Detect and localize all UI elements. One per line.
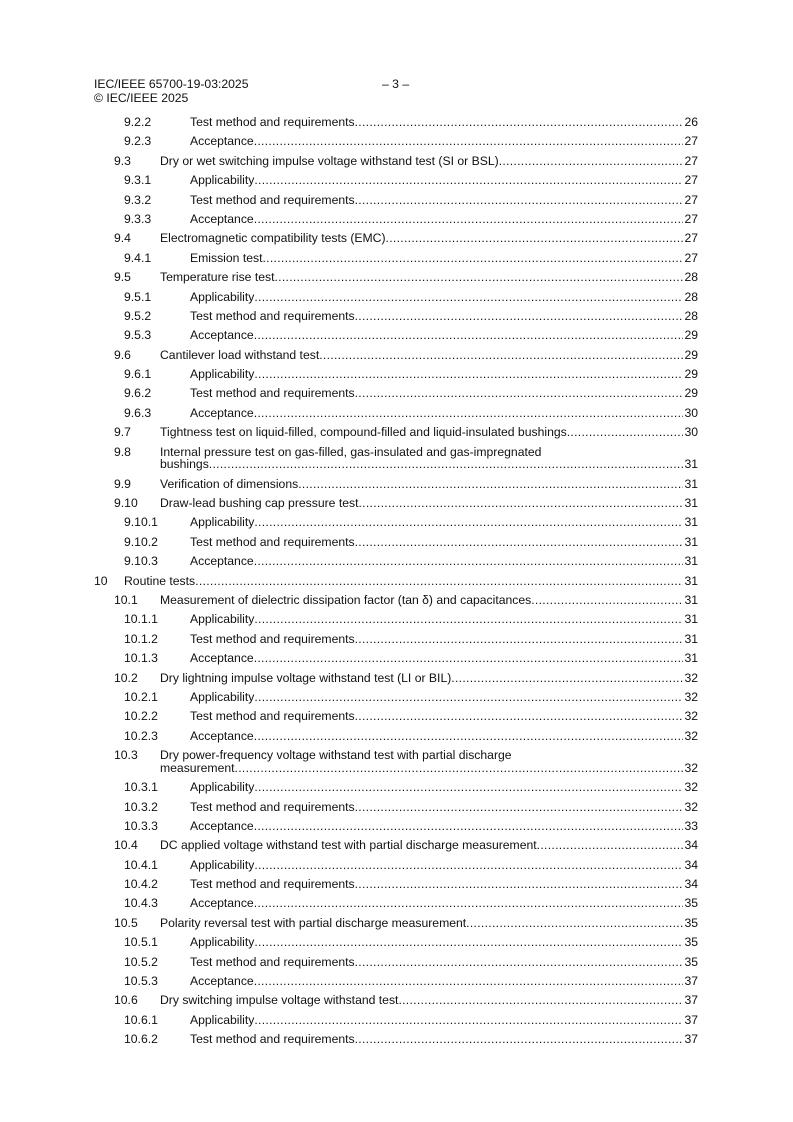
dot-leader [359, 494, 684, 513]
toc-entry[interactable] [94, 610, 698, 629]
toc-entry[interactable] [94, 268, 698, 287]
toc-entry-page: 35 [684, 896, 698, 911]
toc-entry-number: 10.5.3 [124, 974, 158, 989]
toc-entry[interactable] [94, 152, 698, 171]
toc-entry[interactable] [94, 875, 698, 894]
toc-entry-page: 29 [684, 347, 698, 362]
toc-entry-title: Test method and requirements [190, 192, 355, 207]
dot-leader [537, 836, 684, 855]
toc-entry-page: 31 [684, 631, 698, 646]
toc-entry-title: Dry lightning impulse voltage withstand test (LI or BIL) [160, 670, 452, 685]
toc-entry-title: Test method and requirements [190, 308, 355, 323]
toc-entry[interactable] [94, 307, 698, 326]
toc-entry-title: Dry or wet switching impulse voltage withstand test (SI or BSL) [160, 153, 499, 168]
toc-entry-page: 31 [684, 554, 698, 569]
dot-leader [355, 1030, 684, 1049]
toc-entry-title: Measurement of dielectric dissipation factor (tan δ) and capacitances [160, 592, 532, 607]
toc-entry-page: 33 [684, 818, 698, 833]
toc-entry-title: Acceptance [190, 211, 254, 226]
toc-entry[interactable] [94, 113, 698, 132]
toc-entry-page: 35 [684, 915, 698, 930]
toc-entry-title: Applicability [190, 515, 255, 530]
toc-entry-number: 10.5 [114, 915, 138, 930]
toc-entry-page: 31 [684, 457, 698, 472]
dot-leader [254, 513, 683, 532]
toc-entry-title: Dry power-frequency voltage withstand test with partial discharge [160, 748, 512, 763]
dot-leader [254, 649, 684, 668]
toc-entry[interactable] [94, 365, 698, 384]
toc-entry-title: Dry switching impulse voltage withstand test [160, 993, 399, 1008]
toc-entry-page: 30 [684, 425, 698, 440]
dot-leader [398, 991, 683, 1010]
toc-entry-number: 9.5.2 [124, 308, 152, 323]
toc-entry-title: Test method and requirements [190, 631, 355, 646]
toc-entry-number: 10.4.2 [124, 877, 158, 892]
toc-entry-page: 37 [684, 1032, 698, 1047]
toc-entry-page: 29 [684, 386, 698, 401]
toc-entry-title: Acceptance [190, 974, 254, 989]
toc-entry[interactable] [94, 778, 698, 797]
toc-entry-title: Emission test [190, 250, 263, 265]
dot-leader [355, 953, 684, 972]
toc-entry-title: Applicability [190, 289, 255, 304]
toc-entry-number: 9.4.1 [124, 250, 152, 265]
dot-leader [451, 669, 683, 688]
dot-leader [254, 856, 683, 875]
toc-entry[interactable] [94, 707, 698, 726]
toc-entry-page: 34 [684, 838, 698, 853]
toc-entry-number: 9.5 [114, 270, 131, 285]
toc-entry-title: Internal pressure test on gas-filled, gas-insulated and gas-impregnated [160, 444, 542, 459]
toc-entry-page: 31 [684, 592, 698, 607]
toc-entry-page: 32 [684, 780, 698, 795]
toc-entry[interactable] [94, 727, 698, 746]
toc-entry-number: 9.3.2 [124, 192, 152, 207]
toc-entry-title: Acceptance [190, 554, 254, 569]
toc-entry[interactable] [94, 669, 698, 688]
toc-entry-number: 10.1.2 [124, 631, 158, 646]
toc-entry[interactable] [94, 1030, 698, 1049]
toc-entry-title: Acceptance [190, 896, 254, 911]
toc-entry-title: Verification of dimensions [160, 476, 299, 491]
toc-entry[interactable] [94, 443, 698, 475]
toc-entry-number: 10.4.1 [124, 857, 158, 872]
dot-leader [254, 817, 684, 836]
toc-entry-page: 32 [684, 728, 698, 743]
toc-entry-title: Acceptance [190, 728, 254, 743]
toc-entry-number: 9.6 [114, 347, 131, 362]
toc-entry-title: Test method and requirements [190, 709, 355, 724]
toc-entry-page: 27 [684, 192, 698, 207]
toc-entry-page: 31 [684, 573, 698, 588]
toc-entry-title: Draw-lead bushing cap pressure test [160, 496, 359, 511]
toc-entry-title: Tightness test on liquid-filled, compound-filled and liquid-insulated bushings [160, 425, 567, 440]
toc-entry-number: 10.1.1 [124, 612, 158, 627]
toc-entry-title: Acceptance [190, 134, 254, 149]
toc-entry-number: 9.2.3 [124, 134, 152, 149]
toc-entry-page: 29 [684, 328, 698, 343]
toc-entry[interactable] [94, 991, 698, 1010]
toc-entry-number: 9.4 [114, 231, 131, 246]
dot-leader [567, 423, 684, 442]
toc-entry-page: 32 [684, 689, 698, 704]
toc-entry-number: 10.6 [114, 993, 138, 1008]
page-header [94, 77, 409, 105]
toc-entry-title: Acceptance [190, 405, 254, 420]
toc-entry-title: Applicability [190, 780, 255, 795]
toc-entry-title-continuation: bushings [160, 457, 209, 472]
toc-entry-page: 26 [684, 115, 698, 129]
toc-entry-title: Test method and requirements [190, 877, 355, 892]
dot-leader [254, 326, 684, 345]
dot-leader [298, 475, 683, 494]
toc-entry-number: 10.3.2 [124, 799, 158, 814]
toc-entry-number: 9.10.2 [124, 534, 158, 549]
toc-entry[interactable] [94, 171, 698, 190]
toc-entry-page: 35 [684, 954, 698, 969]
toc-entry[interactable] [94, 953, 698, 972]
toc-entry-page: 37 [684, 974, 698, 989]
toc-entry-title: Acceptance [190, 818, 254, 833]
toc-entry[interactable] [94, 475, 698, 494]
toc-entry-number: 9.5.1 [124, 289, 152, 304]
toc-entry-page: 30 [684, 405, 698, 420]
toc-entry[interactable] [94, 229, 698, 248]
dot-leader [254, 288, 683, 307]
toc-entry-number: 10.2.3 [124, 728, 158, 743]
dot-leader [355, 113, 684, 132]
dot-leader [254, 404, 684, 423]
toc-entry-page: 27 [684, 153, 698, 168]
toc-entry-title: Test method and requirements [190, 386, 355, 401]
toc-entry-number: 10.5.1 [124, 935, 158, 950]
toc-entry-page: 31 [684, 534, 698, 549]
toc-entry-page: 32 [684, 670, 698, 685]
toc-entry-title: Test method and requirements [190, 534, 355, 549]
toc-entry-page: 31 [684, 476, 698, 491]
dot-leader [254, 132, 684, 151]
dot-leader [254, 1011, 683, 1030]
toc-entry-page: 28 [684, 289, 698, 304]
toc-entry-title: Test method and requirements [190, 115, 355, 129]
dot-leader [262, 249, 683, 268]
toc-entry[interactable] [94, 513, 698, 532]
toc-entry-number: 9.3 [114, 153, 131, 168]
toc-entry-number: 9.2.2 [124, 115, 152, 129]
toc-entry[interactable] [94, 191, 698, 210]
toc-entry[interactable] [94, 798, 698, 817]
toc-entry-number: 10.2 [114, 670, 138, 685]
toc-entry-number: 10.6.2 [124, 1032, 158, 1047]
toc-entry-number: 10.2.1 [124, 689, 158, 704]
toc-entry-title: Applicability [190, 367, 255, 382]
toc-entry-title: Applicability [190, 935, 255, 950]
dot-leader [209, 455, 684, 474]
toc-entry-page: 31 [684, 515, 698, 530]
toc-entry-title: Temperature rise test [160, 270, 275, 285]
toc-entry[interactable] [94, 649, 698, 668]
document-code: IEC/IEEE 65700-19-03:2025 [94, 77, 249, 91]
toc-entry[interactable] [94, 533, 698, 552]
toc-entry-number: 10.1.3 [124, 651, 158, 666]
toc-entry-number: 9.10.1 [124, 515, 158, 530]
toc-entry[interactable] [94, 572, 698, 591]
toc-entry-number: 9.10.3 [124, 554, 158, 569]
dot-leader [355, 191, 684, 210]
dot-leader [254, 894, 684, 913]
dot-leader [254, 778, 683, 797]
toc-entry[interactable] [94, 591, 698, 610]
dot-leader [531, 591, 683, 610]
toc-entry-title: Acceptance [190, 651, 254, 666]
toc-entry-title: DC applied voltage withstand test with partial discharge measurement [160, 838, 537, 853]
toc-entry-number: 10.4.3 [124, 896, 158, 911]
dot-leader [254, 727, 684, 746]
toc-entry-number: 10.3.3 [124, 818, 158, 833]
toc-entry[interactable] [94, 630, 698, 649]
toc-entry-title: Applicability [190, 173, 255, 188]
toc-entry-page: 27 [684, 173, 698, 188]
toc-entry-number: 9.5.3 [124, 328, 152, 343]
toc-entry-number: 10.1 [114, 592, 138, 607]
toc-entry-page: 27 [684, 211, 698, 226]
toc-entry-title: Applicability [190, 1012, 255, 1027]
toc-entry-number: 10.5.2 [124, 954, 158, 969]
toc-entry[interactable] [94, 494, 698, 513]
toc-entry-number: 9.3.3 [124, 211, 152, 226]
toc-entry[interactable] [94, 384, 698, 403]
toc-entry[interactable] [94, 746, 698, 778]
toc-entry-title: Acceptance [190, 328, 254, 343]
toc-entry-number: 10 [94, 573, 108, 588]
toc-entry-title-continuation: measurement [160, 760, 235, 775]
toc-entry-title: Test method and requirements [190, 1032, 355, 1047]
dot-leader [254, 933, 683, 952]
dot-leader [254, 610, 683, 629]
dot-leader [195, 572, 683, 591]
toc-entry-number: 9.3.1 [124, 173, 152, 188]
dot-leader [355, 707, 684, 726]
dot-leader [254, 210, 684, 229]
toc-entry-number: 9.10 [114, 496, 138, 511]
table-of-contents [94, 113, 698, 1050]
toc-entry-page: 34 [684, 877, 698, 892]
dot-leader [254, 688, 683, 707]
toc-entry-page: 29 [684, 367, 698, 382]
toc-entry-page: 34 [684, 857, 698, 872]
toc-entry[interactable] [94, 836, 698, 855]
toc-entry-page: 31 [684, 651, 698, 666]
toc-entry-number: 9.6.2 [124, 386, 152, 401]
toc-entry[interactable] [94, 688, 698, 707]
toc-entry-title: Applicability [190, 612, 255, 627]
toc-entry[interactable] [94, 404, 698, 423]
toc-entry-page: 28 [684, 308, 698, 323]
toc-entry-title: Applicability [190, 689, 255, 704]
toc-entry-number: 9.6.3 [124, 405, 152, 420]
toc-entry-page: 35 [684, 935, 698, 950]
toc-entry[interactable] [94, 552, 698, 571]
toc-entry[interactable] [94, 933, 698, 952]
toc-entry-title: Applicability [190, 857, 255, 872]
dot-leader [319, 346, 683, 365]
toc-entry[interactable] [94, 894, 698, 913]
dot-leader [355, 630, 684, 649]
toc-entry-number: 10.4 [114, 838, 138, 853]
toc-entry-page: 27 [684, 250, 698, 265]
toc-entry-number: 9.6.1 [124, 367, 152, 382]
toc-entry[interactable] [94, 346, 698, 365]
dot-leader [355, 384, 684, 403]
toc-entry-page: 31 [684, 612, 698, 627]
dot-leader [254, 171, 683, 190]
toc-entry-number: 10.3.1 [124, 780, 158, 795]
toc-entry-number: 10.6.1 [124, 1012, 158, 1027]
dot-leader [254, 972, 684, 991]
dot-leader [355, 533, 684, 552]
dot-leader [499, 152, 684, 171]
toc-entry[interactable] [94, 326, 698, 345]
toc-entry-page: 32 [684, 709, 698, 724]
toc-entry-page: 28 [684, 270, 698, 285]
toc-entry-number: 9.9 [114, 476, 131, 491]
copyright-notice: © IEC/IEEE 2025 [94, 91, 189, 105]
toc-entry[interactable] [94, 132, 698, 151]
toc-entry[interactable] [94, 972, 698, 991]
toc-entry[interactable] [94, 856, 698, 875]
toc-entry-title: Polarity reversal test with partial discharge measurement [160, 915, 467, 930]
toc-entry[interactable] [94, 288, 698, 307]
toc-entry-title: Test method and requirements [190, 954, 355, 969]
dot-leader [274, 268, 683, 287]
toc-entry-number: 9.8 [114, 444, 131, 459]
toc-entry-number: 10.2.2 [124, 709, 158, 724]
toc-entry-page: 37 [684, 993, 698, 1008]
dot-leader [254, 365, 683, 384]
dot-leader [355, 875, 684, 894]
toc-entry[interactable] [94, 914, 698, 933]
dot-leader [386, 229, 684, 248]
toc-entry[interactable] [94, 423, 698, 442]
dot-leader [355, 307, 684, 326]
dot-leader [466, 914, 683, 933]
dot-leader [254, 552, 684, 571]
toc-entry-page: 27 [684, 231, 698, 246]
toc-entry-number: 9.7 [114, 425, 131, 440]
toc-entry[interactable] [94, 1011, 698, 1030]
toc-entry-page: 32 [684, 799, 698, 814]
toc-entry-page: 27 [684, 134, 698, 149]
toc-entry-page: 31 [684, 496, 698, 511]
page-number: – 3 – [382, 77, 410, 91]
toc-entry-title: Cantilever load withstand test [160, 347, 320, 362]
toc-entry[interactable] [94, 249, 698, 268]
dot-leader [355, 798, 684, 817]
toc-entry[interactable] [94, 817, 698, 836]
toc-entry[interactable] [94, 210, 698, 229]
dot-leader [235, 759, 684, 778]
toc-entry-page: 32 [684, 760, 698, 775]
toc-entry-page: 37 [684, 1012, 698, 1027]
toc-entry-number: 10.3 [114, 748, 138, 763]
toc-entry-title: Test method and requirements [190, 799, 355, 814]
toc-entry-title: Electromagnetic compatibility tests (EMC) [160, 231, 386, 246]
toc-entry-title: Routine tests [124, 573, 196, 588]
